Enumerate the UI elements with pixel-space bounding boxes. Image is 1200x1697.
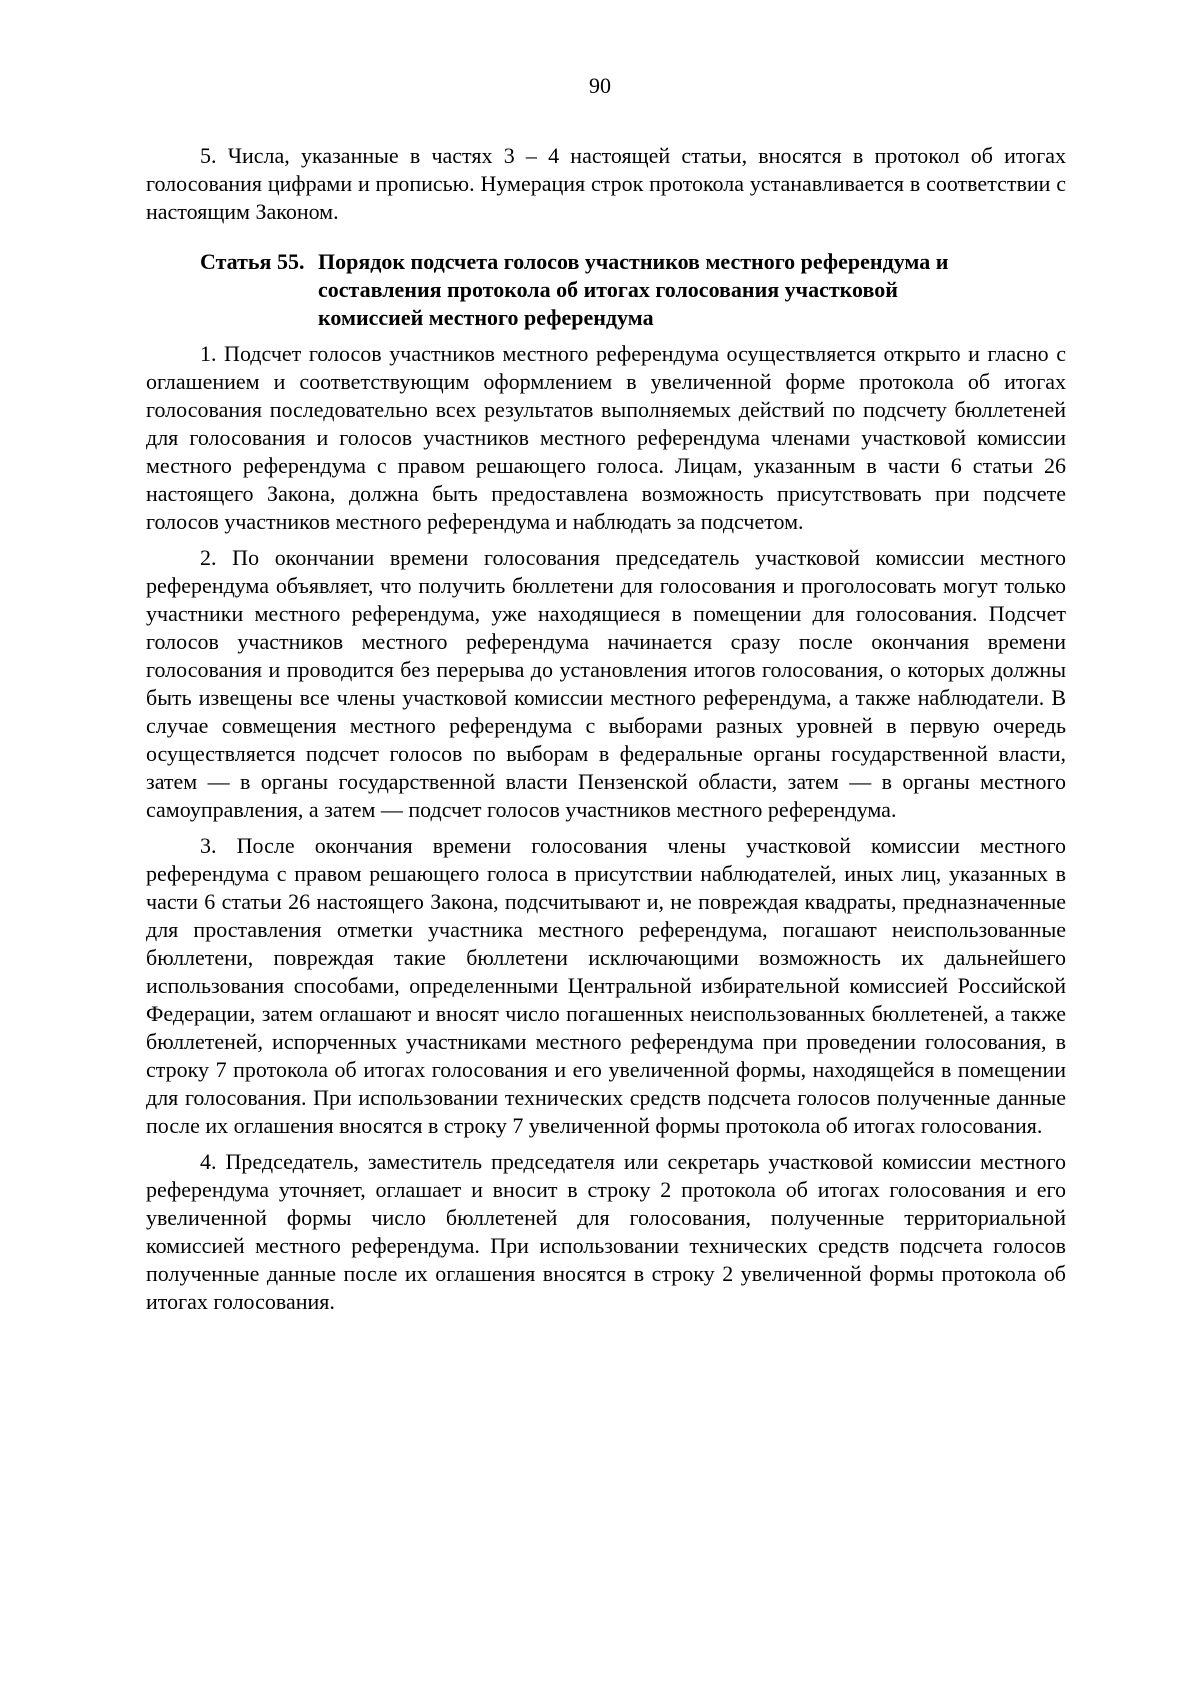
paragraph-part-3: 3. После окончания времени голосования члены участковой комиссии местного референдума с правом решающего голоса в присутствии наблюдателей, иных лиц, указанных в части 6 статьи 26 настоящего Закона, подсчитывают и, не повреждая квадраты, предназначенные для проставления отметки участника местного референдума, погашают неиспользованные бюллетени, повреждая такие бюллетени исключающими возможность их дальнейшего использования способами, определенными Центральной избирательной комиссией Российской Федерации, затем оглашают и вносят число погашенных неиспользованных бюллетеней, а также бюллетеней, испорченных участниками местного референдума при проведении голосования, в строку 7 протокола об итогах голосования и его увеличенной формы, находящейся в помещении для голосования. При использовании технических средств подсчета голосов полученные данные после их оглашения вносятся в строку 7 увеличенной формы протокола об итогах голосования. [146, 833, 1066, 1138]
article-title-line: комиссией местного референдума [318, 305, 654, 330]
article-title-line: Порядок подсчета голосов участников местного референдума и [318, 249, 949, 274]
paragraph-part-4: 4. Председатель, заместитель председателя или секретарь участковой комиссии местного референдума уточняет, оглашает и вносит в строку 2 протокола об итогах голосования и его увеличенной формы число бюллетеней для голосования, полученные территориальной комиссией местного референдума. При использовании технических средств подсчета голосов полученные данные после их оглашения вносятся в строку 2 увеличенной формы протокола об итогах голосования. [146, 1149, 1066, 1314]
article-heading [146, 248, 1066, 332]
article-title-line: составления протокола об итогах голосования участковой [318, 277, 898, 302]
article-label: Статья 55. [200, 249, 305, 274]
paragraph-part-2: 2. По окончании времени голосования председатель участковой комиссии местного референдума объявляет, что получить бюллетени для голосования и проголосовать могут только участники местного референдума, уже находящиеся в помещении для голосования. Подсчет голосов участников местного референдума начинается сразу после окончания времени голосования и проводится без перерыва до установления итогов голосования, о которых должны быть извещены все члены участковой комиссии местного референдума, а также наблюдатели. В случае совмещения местного референдума с выборами разных уровней в первую очередь осуществляется подсчет голосов по выборам в федеральные органы государственной власти, затем — в органы государственной власти Пензенской области, затем — в органы местного самоуправления, а затем — подсчет голосов участников местного референдума. [146, 545, 1066, 822]
document-body [146, 142, 1066, 1316]
paragraph-part-1: 1. Подсчет голосов участников местного референдума осуществляется открыто и гласно с оглашением и соответствующим оформлением в увеличенной форме протокола об итогах голосования последовательно всех результатов выполняемых действий по подсчету бюллетеней для голосования и голосов участников местного референдума членами участковой комиссии местного референдума с правом решающего голоса. Лицам, указанным в части 6 статьи 26 настоящего Закона, должна быть предоставлена возможность присутствовать при подсчете голосов участников местного референдума и наблюдать за подсчетом. [146, 341, 1066, 534]
article-title [318, 248, 1038, 332]
page-number: 90 [589, 73, 611, 98]
paragraph-part-5: 5. Числа, указанные в частях 3 – 4 настоящей статьи, вносятся в протокол об итогах голосования цифрами и прописью. Нумерация строк протокола устанавливается в соответствии с настоящим Законом. [146, 143, 1066, 224]
